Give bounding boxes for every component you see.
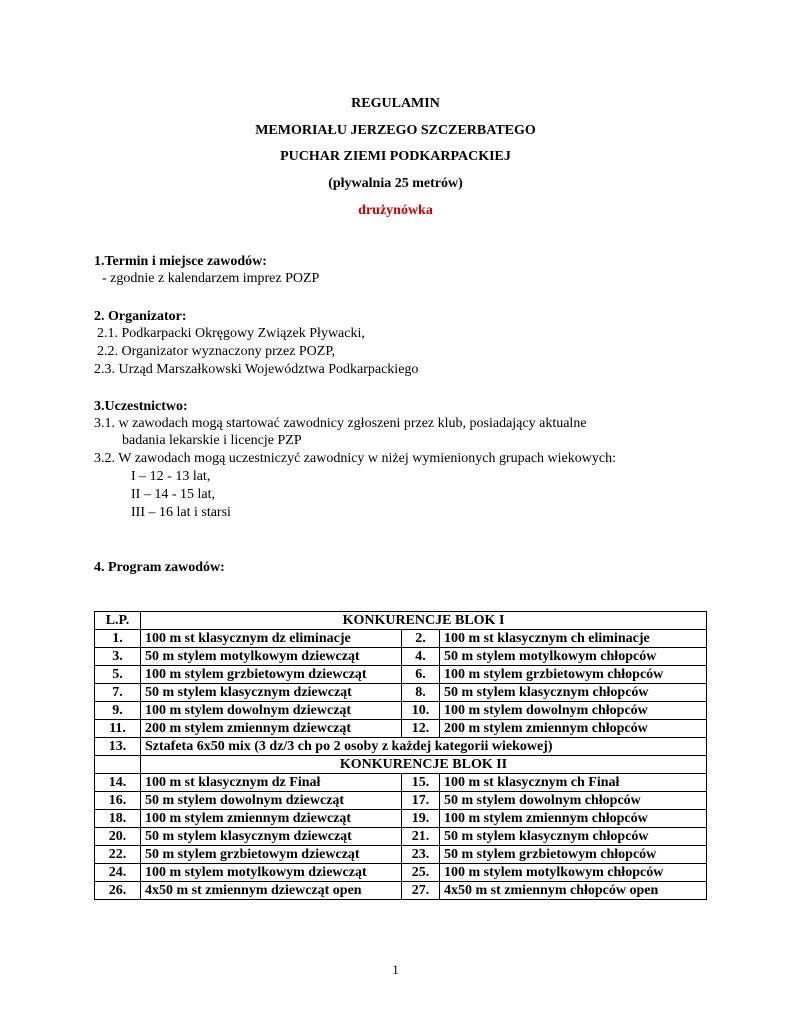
participation-3-1: 3.1. w zawodach mogą startować zawodnicy zgłoszeni przez klub, posiadający aktualne bbox=[94, 416, 587, 431]
event-name: 100 m stylem dowolnym dziewcząt bbox=[141, 702, 402, 720]
event-number: 5. bbox=[95, 666, 141, 684]
title-puchar: PUCHAR ZIEMI PODKARPACKIEJ bbox=[280, 149, 511, 164]
page-number: 1 bbox=[392, 962, 399, 977]
event-number: 4. bbox=[402, 648, 440, 666]
event-name: 200 m stylem zmiennym dziewcząt bbox=[141, 720, 402, 738]
section-3-heading: 3.Uczestnictwo: bbox=[94, 399, 188, 414]
event-name: 100 m stylem grzbietowym dziewcząt bbox=[141, 666, 402, 684]
table-row bbox=[95, 630, 707, 648]
table-header-row bbox=[95, 612, 707, 630]
event-number: 17. bbox=[402, 792, 440, 810]
event-number: 22. bbox=[95, 846, 141, 864]
event-number: 10. bbox=[402, 702, 440, 720]
event-name: 50 m stylem klasycznym dziewcząt bbox=[141, 828, 402, 846]
event-name: 100 m stylem motylkowym chłopców bbox=[440, 864, 707, 882]
table-row bbox=[95, 774, 707, 792]
table-row bbox=[95, 846, 707, 864]
organizer-item: 2.2. Organizator wyznaczony przez POZP, bbox=[97, 344, 336, 359]
table-row bbox=[95, 648, 707, 666]
event-number: 21. bbox=[402, 828, 440, 846]
relay-row bbox=[95, 738, 707, 756]
event-number: 19. bbox=[402, 810, 440, 828]
event-number: 9. bbox=[95, 702, 141, 720]
organizer-item: 2.3. Urząd Marszałkowski Województwa Podkarpackiego bbox=[94, 362, 419, 377]
table-row bbox=[95, 828, 707, 846]
event-name: 4x50 m st zmiennym chłopców open bbox=[440, 882, 707, 900]
age-group: I – 12 - 13 lat, bbox=[131, 469, 211, 484]
event-number: 11. bbox=[95, 720, 141, 738]
block-2-header-row bbox=[95, 756, 707, 774]
event-number: 14. bbox=[95, 774, 141, 792]
relay-event: Sztafeta 6x50 mix (3 dz/3 ch po 2 osoby z każdej kategorii wiekowej) bbox=[141, 738, 707, 756]
event-number: 27. bbox=[402, 882, 440, 900]
event-name: 100 m stylem motylkowym dziewcząt bbox=[141, 864, 402, 882]
block-2-header: KONKURENCJE BLOK II bbox=[141, 756, 707, 774]
event-name: 100 m stylem zmiennym chłopców bbox=[440, 810, 707, 828]
age-group: III – 16 lat i starsi bbox=[131, 505, 231, 520]
event-name: 100 m st klasycznym ch eliminacje bbox=[440, 630, 707, 648]
table-row bbox=[95, 882, 707, 900]
block-1-header: KONKURENCJE BLOK I bbox=[141, 612, 707, 630]
event-number: 20. bbox=[95, 828, 141, 846]
event-name: 50 m stylem dowolnym chłopców bbox=[440, 792, 707, 810]
title-team: drużynówka bbox=[358, 203, 433, 218]
event-number: 6. bbox=[402, 666, 440, 684]
event-name: 200 m stylem zmiennym chłopców bbox=[440, 720, 707, 738]
title-memorial: MEMORIAŁU JERZEGO SZCZERBATEGO bbox=[255, 123, 536, 138]
table-row bbox=[95, 666, 707, 684]
event-number: 16. bbox=[95, 792, 141, 810]
empty-cell bbox=[95, 756, 141, 774]
table-row bbox=[95, 864, 707, 882]
section-4-heading: 4. Program zawodów: bbox=[94, 560, 225, 575]
event-number: 13. bbox=[95, 738, 141, 756]
table-row bbox=[95, 810, 707, 828]
event-number: 1. bbox=[95, 630, 141, 648]
participation-3-1-cont: badania lekarskie i licencje PZP bbox=[122, 433, 302, 448]
section-1-line: - zgodnie z kalendarzem imprez POZP bbox=[102, 271, 320, 286]
event-number: 24. bbox=[95, 864, 141, 882]
event-number: 25. bbox=[402, 864, 440, 882]
event-number: 23. bbox=[402, 846, 440, 864]
event-number: 8. bbox=[402, 684, 440, 702]
table-row bbox=[95, 720, 707, 738]
event-name: 50 m stylem grzbietowym chłopców bbox=[440, 846, 707, 864]
event-name: 100 m st klasycznym dz eliminacje bbox=[141, 630, 402, 648]
event-name: 50 m stylem klasycznym dziewcząt bbox=[141, 684, 402, 702]
event-name: 4x50 m st zmiennym dziewcząt open bbox=[141, 882, 402, 900]
title-regulamin: REGULAMIN bbox=[351, 96, 440, 111]
organizer-item: 2.1. Podkarpacki Okręgowy Związek Pływacki, bbox=[97, 326, 365, 341]
event-name: 50 m stylem motylkowym chłopców bbox=[440, 648, 707, 666]
age-group: II – 14 - 15 lat, bbox=[131, 487, 215, 502]
participation-3-2: 3.2. W zawodach mogą uczestniczyć zawodnicy w niżej wymienionych grupach wiekowych: bbox=[94, 451, 616, 466]
event-name: 100 m stylem dowolnym chłopców bbox=[440, 702, 707, 720]
event-name: 100 m st klasycznym dz Finał bbox=[141, 774, 402, 792]
event-name: 100 m stylem grzbietowym chłopców bbox=[440, 666, 707, 684]
section-1-heading: 1.Termin i miejsce zawodów: bbox=[94, 254, 267, 269]
table-row bbox=[95, 702, 707, 720]
event-number: 26. bbox=[95, 882, 141, 900]
table-row bbox=[95, 792, 707, 810]
event-number: 2. bbox=[402, 630, 440, 648]
section-2-heading: 2. Organizator: bbox=[94, 309, 187, 324]
event-name: 100 m stylem zmiennym dziewcząt bbox=[141, 810, 402, 828]
event-number: 12. bbox=[402, 720, 440, 738]
table-row bbox=[95, 684, 707, 702]
event-name: 50 m stylem klasycznym chłopców bbox=[440, 828, 707, 846]
event-number: 3. bbox=[95, 648, 141, 666]
event-number: 7. bbox=[95, 684, 141, 702]
event-name: 50 m stylem grzbietowym dziewcząt bbox=[141, 846, 402, 864]
lp-header: L.P. bbox=[95, 612, 141, 630]
event-name: 50 m stylem motylkowym dziewcząt bbox=[141, 648, 402, 666]
event-name: 100 m st klasycznym ch Finał bbox=[440, 774, 707, 792]
program-table bbox=[94, 611, 707, 900]
event-name: 50 m stylem klasycznym chłopców bbox=[440, 684, 707, 702]
event-name: 50 m stylem dowolnym dziewcząt bbox=[141, 792, 402, 810]
title-pool: (pływalnia 25 metrów) bbox=[328, 176, 463, 191]
event-number: 15. bbox=[402, 774, 440, 792]
event-number: 18. bbox=[95, 810, 141, 828]
